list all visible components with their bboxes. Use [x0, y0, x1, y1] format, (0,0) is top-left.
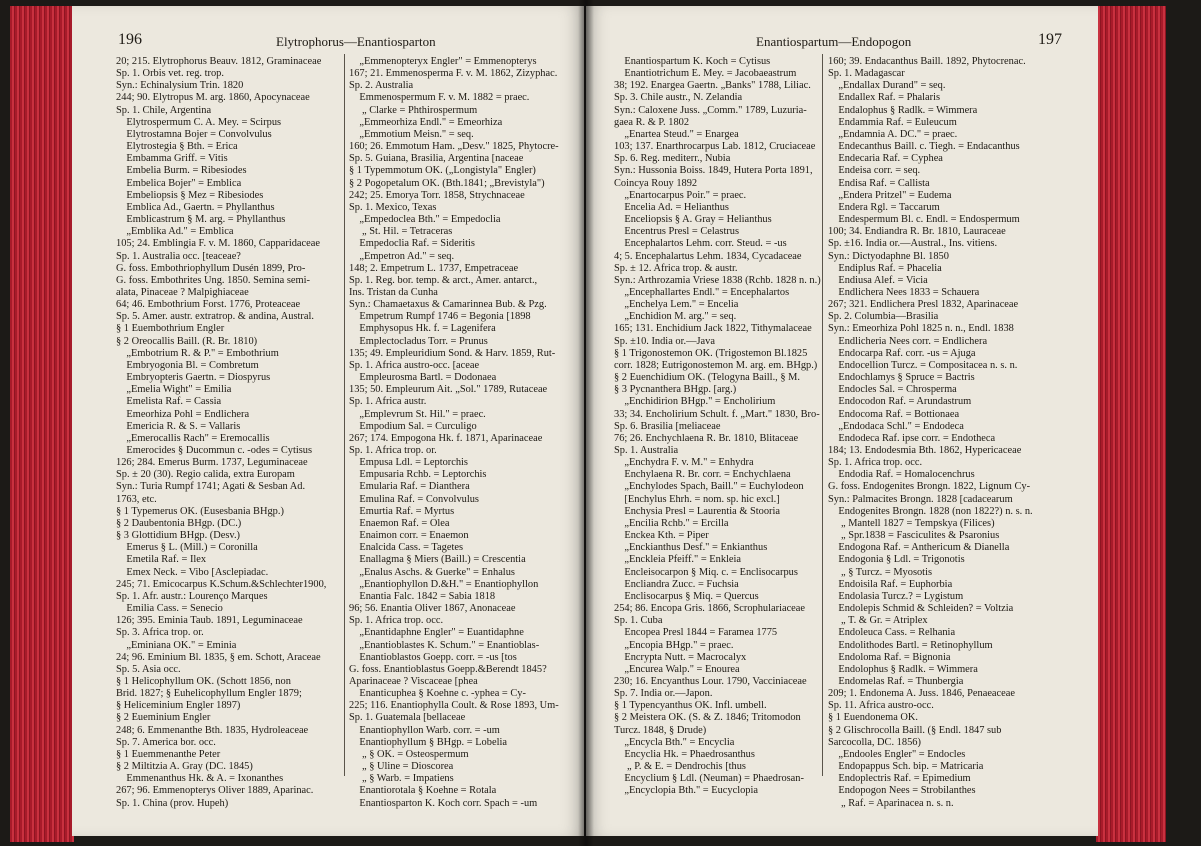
entry-line: „Encyclopia Bth." = Eucyclopia — [614, 785, 758, 797]
entry-line: „Encilia Rchb." = Ercilla — [614, 517, 729, 529]
entry-line: „Enckleia Pfeiff." = Enkleia — [614, 554, 742, 566]
entry-line: 135; 49. Empleuridium Sond. & Harv. 1859, Rut- — [349, 347, 556, 359]
entry-line: § 1 Euembothrium Engler — [116, 323, 225, 335]
entry-line: „Emelia Wight" = Emilia — [116, 384, 232, 396]
entry-line: 167; 21. Emmenosperma F. v. M. 1862, Zizyphac. — [349, 68, 558, 80]
entry-line: 230; 16. Encyanthus Lour. 1790, Vacciniaceae — [614, 675, 807, 687]
left-column-2 — [349, 56, 579, 810]
entry-line: Encleisocarpon § Miq. c. = Enclisocarpus — [614, 566, 798, 578]
entry-line: Encliandra Zucc. = Fuchsia — [614, 578, 739, 590]
entry-line: „Emmeorhiza Endl." = Emeorhiza — [349, 116, 503, 128]
entry-line: § 2 Pogopetalum OK. (Bth.1841; „Brevistyla") — [349, 177, 545, 189]
entry-line: Emphysopus Hk. f. = Lagenifera — [349, 323, 496, 335]
right-page — [586, 6, 1098, 836]
entry-line: Sp. ±10. India or.—Java — [614, 335, 715, 347]
entry-line: Sarcocolla, DC. 1856) — [828, 736, 921, 748]
entry-line: Sp. 7. America bor. occ. — [116, 736, 216, 748]
entry-line: „Encopia BHgp." = praec. — [614, 639, 734, 651]
entry-line: Endocarpa Raf. corr. -us = Ajuga — [828, 347, 976, 359]
entry-line: 126; 395. Eminia Taub. 1891, Leguminaceae — [116, 615, 303, 627]
entry-line: G. foss. Endogenites Brongn. 1822, Lignum Cy- — [828, 481, 1031, 493]
entry-line: § Heliceminium Engler 1897) — [116, 700, 241, 712]
entry-line: Elytrostegia § Bth. = Erica — [116, 141, 238, 153]
entry-line: G. foss. Embothrites Ung. 1850. Semina semi- — [116, 274, 310, 286]
entry-line: Sp. 1. Guatemala [bellaceae — [349, 712, 466, 724]
entry-line: Empleurosma Bartl. = Dodonaea — [349, 372, 497, 384]
entry-line: 105; 24. Emblingia F. v. M. 1860, Capparidaceae — [116, 238, 320, 250]
left-column-1 — [116, 56, 346, 810]
entry-line: Empedoclia Raf. = Sideritis — [349, 238, 475, 250]
entry-line: G. foss. Enantioblastus Goepp.&Berendt 1845? — [349, 663, 547, 675]
entry-line: Endecanthus Baill. c. Tiegh. = Endacanthus — [828, 141, 1020, 153]
entry-line: Endlichera Nees 1833 = Schauera — [828, 286, 980, 298]
entry-line: 148; 2. Empetrum L. 1737, Empetraceae — [349, 262, 519, 274]
entry-line: Sp. 5. Amer. austr. extratrop. & andina, Austral. — [116, 311, 314, 323]
entry-line: Encyclia Hk. = Phaedrosanthus — [614, 748, 755, 760]
entry-line: Endopogon Nees = Strobilanthes — [828, 785, 976, 797]
entry-line: Sp. 1. Africa austr. — [349, 396, 427, 408]
entry-line: „ Mantell 1827 = Tempskya (Filices) — [828, 517, 995, 529]
entry-line: Sp. ± 12. Africa trop. & austr. — [614, 262, 738, 274]
entry-line: Brid. 1827; § Euhelicophyllum Engler 1879; — [116, 688, 302, 700]
entry-line: „Enchylodes Spach, Baill." = Euchylodeon — [614, 481, 804, 493]
entry-line: § 1 Helicophyllum OK. (Schott 1856, non — [116, 675, 291, 687]
entry-line: Emilia Cass. = Senecio — [116, 603, 223, 615]
entry-line: Sp. 1. Africa trop. or. — [349, 445, 437, 456]
entry-line: 245; 71. Emicocarpus K.Schum.&Schlechter1900, — [116, 578, 327, 590]
entry-line: 248; 6. Emmenanthe Bth. 1835, Hydroleaceae — [116, 724, 309, 736]
entry-line: „Enartocarpus Poir." = praec. — [614, 189, 747, 201]
entry-line: Sp. 1. Africa austro-occ. [aceae — [349, 359, 480, 371]
entry-line: G. foss. Embothriophyllum Dusén 1899, Pro- — [116, 262, 306, 274]
entry-line: Enclisocarpus § Miq. = Quercus — [614, 590, 759, 602]
entry-line: Emurtia Raf. = Myrtus — [349, 505, 455, 517]
entry-line: „Enantidaphne Engler" = Euantidaphne — [349, 627, 524, 639]
entry-line: „Embotrium R. & P." = Embothrium — [116, 347, 279, 359]
entry-line: Enantiorotala § Koehne = Rotala — [349, 785, 497, 797]
entry-line: „Endamnia A. DC." = praec. — [828, 128, 958, 140]
entry-line: „Enchidion M. arg." = seq. — [614, 311, 737, 323]
entry-line: Emerus § L. (Mill.) = Coronilla — [116, 542, 258, 554]
entry-line: Emmenospermum F. v. M. 1882 = praec. — [349, 92, 530, 104]
entry-line: 165; 131. Enchidium Jack 1822, Tithymalaceae — [614, 323, 812, 335]
entry-line: Emblicastrum § M. arg. = Phyllanthus — [116, 214, 286, 226]
entry-line: „Endodaca Schl." = Endodeca — [828, 420, 964, 432]
running-head-right: Enantiospartum—Endopogon — [756, 34, 912, 49]
entry-line: Embelica Bojer" = Emblica — [116, 177, 242, 189]
entry-line: „Enantioblastes K. Schum." = Enantioblas- — [349, 639, 540, 651]
entry-line: 267; 174. Empogona Hk. f. 1871, Aparinaceae — [349, 432, 543, 444]
entry-line: Endespermum Bl. c. Endl. = Endospermum — [828, 214, 1020, 226]
entry-line: § 2 Eueminium Engler — [116, 712, 211, 724]
entry-line: „Enchelya Lem." = Encelia — [614, 299, 739, 311]
entry-line: Enantiosparton K. Koch corr. Spach = -um — [349, 797, 538, 809]
entry-line: 244; 90. Elytropus M. arg. 1860, Apocynaceae — [116, 92, 310, 104]
entry-line: Emeorhiza Pohl = Endlichera — [116, 408, 250, 420]
entry-line: Embeliopsis § Mez = Ribesiodes — [116, 189, 264, 201]
entry-line: § 2 Meistera OK. (S. & Z. 1846; Tritomodon — [614, 712, 801, 724]
entry-line: 242; 25. Emorya Torr. 1858, Strychnaceae — [349, 189, 525, 201]
entry-line: Aparinaceae ? Viscaceae [phea — [349, 675, 478, 687]
entry-line: „Enantiophyllon D.&H." = Enantiophyllon — [349, 578, 539, 590]
left-page — [72, 6, 584, 836]
entry-line: Enchysia Presl = Laurentia & Stooria — [614, 505, 781, 517]
entry-line: § 2 Miltitzia A. Gray (DC. 1845) — [116, 761, 253, 773]
entry-line: Sp. 1. Orbis vet. reg. trop. — [116, 68, 224, 80]
entry-line: Sp. ±16. India or.—Austral., Ins. vitiens. — [828, 238, 998, 250]
entry-line: Embryopteris Gaertn. = Diospyrus — [116, 372, 271, 384]
entry-line: 24; 96. Eminium Bl. 1835, § em. Schott, Araceae — [116, 651, 321, 663]
entry-line: Syn.: Chamaetaxus & Camarinnea Bub. & Pzg. — [349, 299, 547, 311]
entry-line: § 2 Euenchidium OK. (Telogyna Baill., § M. — [614, 372, 800, 384]
entry-line: 126; 284. Emerus Burm. 1737, Leguminaceae — [116, 457, 308, 469]
right-column-1 — [614, 56, 844, 798]
entry-line: Endopappus Sch. bip. = Matricaria — [828, 761, 984, 773]
entry-line: „ St. Hil. = Tetraceras — [349, 226, 453, 238]
entry-line: Endlicheria Nees corr. = Endlichera — [828, 335, 988, 347]
entry-line: 254; 86. Encopa Gris. 1866, Scrophulariaceae — [614, 603, 806, 615]
entry-line: „Eminiana OK." = Eminia — [116, 639, 237, 651]
entry-line: Sp. 11. Africa austro-occ. — [828, 700, 934, 712]
entry-line: „Enalus Aschs. & Guerke" = Enhalus — [349, 566, 515, 578]
entry-line: „Emblika Ad." = Emblica — [116, 226, 234, 238]
entry-line: 1763, etc. — [116, 493, 157, 505]
entry-line: Endocellion Turcz. = Compositacea n. s. n. — [828, 359, 1018, 371]
entry-line: [Enchylus Ehrh. = nom. sp. hic excl.] — [614, 493, 780, 505]
entry-line: „Enartea Steud." = Enargea — [614, 128, 739, 140]
entry-line: „ § Turcz. = Myosotis — [828, 566, 933, 578]
entry-line: alata, Pinaceae ? Malpighiaceae — [116, 286, 249, 298]
entry-line: Sp. 5. Guiana, Brasilia, Argentina [naceae — [349, 153, 524, 165]
entry-line: „Emerocallis Rach" = Eremocallis — [116, 432, 270, 444]
entry-line: Enallagma § Miers (Baill.) = Crescentia — [349, 554, 526, 566]
entry-line: 267; 321. Endlichera Presl 1832, Aparinaceae — [828, 299, 1019, 311]
entry-line: Endodia Raf. = Homalocenchrus — [828, 469, 975, 481]
entry-line: „Endera Pritzel" = Eudema — [828, 189, 952, 201]
entry-line: Emetila Raf. = Ilex — [116, 554, 207, 566]
entry-line: 64; 46. Embothrium Forst. 1776, Proteaceae — [116, 299, 301, 311]
entry-line: Sp. 2. Australia — [349, 80, 414, 92]
entry-line: „ Spr.1838 = Fasciculites & Psaronius — [828, 530, 1000, 542]
entry-line: Sp. 1. Afr. austr.: Lourenço Marques — [116, 590, 268, 602]
entry-line: „ T. & Gr. = Atriplex — [828, 615, 928, 627]
entry-line: Sp. 1. Australia occ. [teaceae? — [116, 250, 241, 262]
entry-line: Sp. 1. Cuba — [614, 615, 663, 627]
entry-line: 160; 26. Emmotum Ham. „Desv." 1825, Phytocre- — [349, 141, 559, 153]
entry-line: Endolithodes Bartl. = Retinophyllum — [828, 639, 993, 651]
entry-line: Endogenites Brongn. 1828 (non 1822?) n. s. n. — [828, 505, 1033, 517]
entry-line: Sp. 1. China (prov. Hupeh) — [116, 797, 229, 809]
right-column-2 — [828, 56, 1058, 810]
entry-line: 267; 96. Emmenopterys Oliver 1889, Aparinac. — [116, 785, 314, 797]
entry-line: Emex Neck. = Vibo [Asclepiadac. — [116, 566, 269, 578]
entry-line: Syn.: Caloxene Juss. „Comm." 1789, Luzuria- — [614, 104, 807, 116]
entry-line: Endogonia § Ldl. = Trigonotis — [828, 554, 965, 566]
entry-line: Endera Rgl. = Taccarum — [828, 201, 940, 213]
entry-line: Enckea Kth. = Piper — [614, 530, 709, 542]
entry-line: Endiusa Alef. = Vicia — [828, 274, 928, 286]
entry-line: Emerocides § Ducommun c. -odes = Cytisus — [116, 445, 313, 456]
entry-line: Enaimon corr. = Enaemon — [349, 530, 469, 542]
entry-line: „Empedoclea Bth." = Empedoclia — [349, 214, 501, 226]
entry-line: Endoplectris Raf. = Epimedium — [828, 773, 971, 785]
entry-line: „Enckianthus Desf." = Enkianthus — [614, 542, 768, 554]
entry-line: corr. 1828; Eutrigonostemon M. arg. em. BHgp.) — [614, 359, 818, 371]
entry-line: Elytrospermum C. A. Mey. = Scirpus — [116, 116, 282, 128]
entry-line: § 1 Typemerus OK. (Eusesbania BHgp.) — [116, 505, 284, 517]
entry-line: § 3 Pycnanthera BHgp. [arg.) — [614, 384, 737, 396]
entry-line: Empusaria Rchb. = Leptorchis — [349, 469, 487, 481]
running-head-left: Elytrophorus—Enantiosparton — [276, 34, 436, 49]
entry-line: Endiplus Raf. = Phacelia — [828, 262, 942, 274]
entry-line: Endocoma Raf. = Bottionaea — [828, 408, 960, 420]
page-number-left: 196 — [118, 31, 142, 48]
entry-line: Emmenanthus Hk. & A. = Ixonanthes — [116, 773, 284, 785]
entry-line: 33; 34. Encholirium Schult. f. „Mart." 1830, Bro- — [614, 408, 820, 420]
entry-line: „Enchydra F. v. M." = Enhydra — [614, 457, 754, 469]
entry-line: § 3 Glottidium BHgp. (Desv.) — [116, 530, 241, 542]
entry-line: Encrypta Nutt. = Macrocalyx — [614, 651, 747, 663]
entry-line: Enantiotrichum E. Mey. = Jacobaeastrum — [614, 68, 797, 80]
entry-line: Endallex Raf. = Phalaris — [828, 92, 941, 104]
entry-line: Enceliopsis § A. Gray = Helianthus — [614, 214, 772, 226]
entry-line: Encyclium § Ldl. (Neuman) = Phaedrosan- — [614, 773, 804, 785]
entry-line: Emularia Raf. = Dianthera — [349, 481, 470, 493]
entry-line: Endoisila Raf. = Euphorbia — [828, 578, 953, 590]
entry-line: Syn.: Dictyodaphne Bl. 1850 — [828, 250, 949, 262]
entry-line: Emplectocladus Torr. = Prunus — [349, 335, 488, 347]
entry-line: Empetrum Rumpf 1746 = Begonia [1898 — [349, 311, 531, 323]
entry-line: Syn.: Palmacites Brongn. 1828 [cadacearum — [828, 493, 1013, 505]
page-edge-left — [10, 6, 74, 842]
entry-line: Encentrus Presl = Celastrus — [614, 226, 740, 238]
entry-line: gaea R. & P. 1802 — [614, 116, 690, 128]
entry-line: Sp. 1. Africa trop. occ. — [349, 615, 444, 627]
entry-line: Empodium Sal. = Curculigo — [349, 420, 477, 432]
entry-line: Enaemon Raf. = Olea — [349, 517, 450, 529]
entry-line: Endocodon Raf. = Arundastrum — [828, 396, 972, 408]
entry-line: Sp. 1. Africa trop. occ. — [828, 457, 923, 469]
entry-line: Emelista Raf. = Cassia — [116, 396, 222, 408]
entry-line: § 2 Daubentonia BHgp. (DC.) — [116, 517, 242, 529]
entry-line: Enalcida Cass. = Tagetes — [349, 542, 464, 554]
entry-line: § 1 Euendonema OK. — [828, 712, 919, 724]
entry-line: Sp. ± 20 (30). Regio calida, extra Europam — [116, 469, 295, 481]
entry-line: Encopea Presl 1844 = Faramea 1775 — [614, 627, 778, 639]
entry-line: „ Raf. = Aparinacea n. s. n. — [828, 797, 954, 809]
entry-line: Endoleuca Cass. = Relhania — [828, 627, 956, 639]
entry-line: Endecaria Raf. = Cyphea — [828, 153, 943, 165]
column-rule-right — [822, 54, 823, 776]
entry-line: Syn.: Emeorhiza Pohl 1825 n. n., Endl. 1838 — [828, 323, 1014, 335]
entry-line: „ P. & E. = Dendrochis [thus — [614, 761, 746, 773]
entry-line: Coincya Rouy 1892 — [614, 177, 698, 189]
entry-line: Endeisa corr. = seq. — [828, 165, 921, 177]
entry-line: Syn.: Echinalysium Trin. 1820 — [116, 80, 244, 92]
entry-line: Enantia Falc. 1842 = Sabia 1818 — [349, 590, 496, 602]
entry-line: Emblica Ad., Gaertn. = Phyllanthus — [116, 201, 275, 213]
entry-line: 184; 13. Endodesmia Bth. 1862, Hypericaceae — [828, 445, 1022, 456]
entry-line: „ § OK. = Osteospermum — [349, 748, 469, 760]
entry-line: 4; 5. Encephalartus Lehm. 1834, Cycadaceae — [614, 250, 802, 262]
entry-line: 100; 34. Endiandra R. Br. 1810, Lauraceae — [828, 226, 1006, 238]
entry-line: Endochlamys § Spruce = Bactris — [828, 372, 975, 384]
entry-line: Embamma Griff. = Vitis — [116, 153, 228, 165]
entry-line: 209; 1. Endonema A. Juss. 1846, Penaeaceae — [828, 688, 1015, 700]
entry-line: Endammia Raf. = Euleucum — [828, 116, 957, 128]
entry-line: Sp. 1. Mexico, Texas — [349, 201, 437, 213]
entry-line: 96; 56. Enantia Oliver 1867, Anonaceae — [349, 603, 516, 615]
entry-line: Enanticuphea § Koehne c. -yphea = Cy- — [349, 688, 526, 700]
entry-line: Endisa Raf. = Callista — [828, 177, 930, 189]
entry-line: Syn.: Turia Rumpf 1741; Agati & Sesban Ad. — [116, 481, 306, 493]
entry-line: Sp. 1. Australia — [614, 445, 679, 456]
entry-line: Encelia Ad. = Helianthus — [614, 201, 729, 213]
entry-line: Elytrostamna Bojer = Convolvulus — [116, 128, 272, 140]
entry-line: 38; 192. Enargea Gaertn. „Banks" 1788, Liliac. — [614, 80, 811, 92]
entry-line: 160; 39. Endacanthus Baill. 1892, Phytocrenac. — [828, 56, 1026, 67]
entry-line: Syn.: Arthrozamia Vriese 1838 (Rchb. 1828 n. n.) — [614, 274, 821, 286]
entry-line: § 2 Glischrocolla Baill. (§ Endl. 1847 sub — [828, 724, 1002, 736]
entry-line: Enantioblastos Goepp. corr. = -us [tos — [349, 651, 517, 663]
entry-line: § 1 Typemmotum OK. („Longistyla" Engler) — [349, 165, 536, 177]
entry-line: Sp. 6. Reg. mediterr., Nubia — [614, 153, 731, 165]
entry-line: „Endooles Engler" = Endocles — [828, 748, 966, 760]
entry-line: § 1 Euemmenanthe Peter — [116, 748, 221, 760]
page-number-right: 197 — [1038, 31, 1062, 48]
entry-line: Embelia Burm. = Ribesiodes — [116, 165, 247, 177]
entry-line: Endogona Raf. = Anthericum & Dianella — [828, 542, 1010, 554]
entry-line: „Emplevrum St. Hil." = praec. — [349, 408, 486, 420]
entry-line: Sp. 7. India or.—Japon. — [614, 688, 713, 700]
entry-line: Endolophus § Radlk. = Wimmera — [828, 663, 978, 675]
entry-line: 225; 116. Enantiophylla Coult. & Rose 1893, Um- — [349, 700, 559, 712]
entry-line: Turcz. 1848, § Drude) — [614, 724, 707, 736]
entry-line: „ § Uline = Dioscorea — [349, 761, 454, 773]
entry-line: Embryogonia Bl. = Combretum — [116, 359, 259, 371]
entry-line: „Encephallartes Endl." = Encephalartos — [614, 286, 790, 298]
entry-line: Sp. 3. Chile austr., N. Zelandia — [614, 92, 743, 104]
entry-line: Sp. 5. Asia occ. — [116, 663, 181, 675]
entry-line: „Emmenopteryx Engler" = Emmenopterys — [349, 56, 537, 67]
entry-line: Endalophus § Radlk. = Wimmera — [828, 104, 978, 116]
entry-line: „Endallax Durand" = seq. — [828, 80, 946, 92]
entry-line: Enchylaena R. Br. corr. = Enchychlaena — [614, 469, 791, 481]
entry-line: „ Clarke = Phthirospermum — [349, 104, 478, 116]
entry-line: Encephalartos Lehm. corr. Steud. = -us — [614, 238, 787, 250]
entry-line: „Encurea Walp." = Enourea — [614, 663, 740, 675]
entry-line: Endoloma Raf. = Bignonia — [828, 651, 951, 663]
entry-line: Endolasia Turcz.? = Lygistum — [828, 590, 964, 602]
entry-line: Endodeca Raf. ipse corr. = Endotheca — [828, 432, 996, 444]
entry-line: 103; 137. Enarthrocarpus Lab. 1812, Cruciaceae — [614, 141, 816, 153]
entry-line: Sp. 2. Columbia—Brasilia — [828, 311, 939, 323]
page-edge-right — [1096, 6, 1166, 842]
entry-line: 76; 26. Enchychlaena R. Br. 1810, Blitaceae — [614, 432, 799, 444]
entry-line: Enantiospartum K. Koch = Cytisus — [614, 56, 771, 67]
entry-line: Sp. 1. Chile, Argentina — [116, 104, 212, 116]
entry-line: Ins. Tristan da Cunha — [349, 286, 438, 298]
entry-line: „Enchidirion BHgp." = Encholirium — [614, 396, 776, 408]
entry-line: § 1 Typencyanthus OK. Infl. umbell. — [614, 700, 767, 712]
gutter-shadow — [578, 0, 594, 846]
entry-line: Enantiophyllon Warb. corr. = -um — [349, 724, 500, 736]
entry-line: Sp. 3. Africa trop. or. — [116, 627, 204, 639]
entry-line: Endomelas Raf. = Thunbergia — [828, 675, 964, 687]
column-rule-left — [344, 54, 345, 776]
entry-line: Syn.: Hussonia Boiss. 1849, Hutera Porta 1891, — [614, 165, 813, 177]
entry-line: 20; 215. Elytrophorus Beauv. 1812, Graminaceae — [116, 56, 322, 67]
entry-line: Endolepis Schmid & Schleiden? = Voltzia — [828, 603, 1014, 615]
entry-line: „Empetron Ad." = seq. — [349, 250, 455, 262]
entry-line: Empusa Ldl. = Leptorchis — [349, 457, 468, 469]
entry-line: Sp. 1. Reg. bor. temp. & arct., Amer. antarct., — [349, 274, 538, 286]
entry-line: „Emmotium Meisn." = seq. — [349, 128, 474, 140]
entry-line: Enantiophyllum § BHgp. = Lobelia — [349, 736, 507, 748]
entry-line: Sp. 6. Brasilia [meliaceae — [614, 420, 721, 432]
entry-line: „Encycla Bth." = Encyclia — [614, 736, 735, 748]
entry-line: Emulina Raf. = Convolvulus — [349, 493, 479, 505]
entry-line: 135; 50. Empleurum Ait. „Sol." 1789, Rutaceae — [349, 384, 548, 396]
entry-line: Emericia R. & S. = Vallaris — [116, 420, 241, 432]
entry-line: § 1 Trigonostemon OK. (Trigostemon Bl.1825 — [614, 347, 808, 359]
entry-line: „ § Warb. = Impatiens — [349, 773, 454, 785]
entry-line: Sp. 1. Madagascar — [828, 68, 905, 80]
entry-line: § 2 Oreocallis Baill. (R. Br. 1810) — [116, 335, 258, 347]
entry-line: Endocles Sal. = Chrosperma — [828, 384, 957, 396]
